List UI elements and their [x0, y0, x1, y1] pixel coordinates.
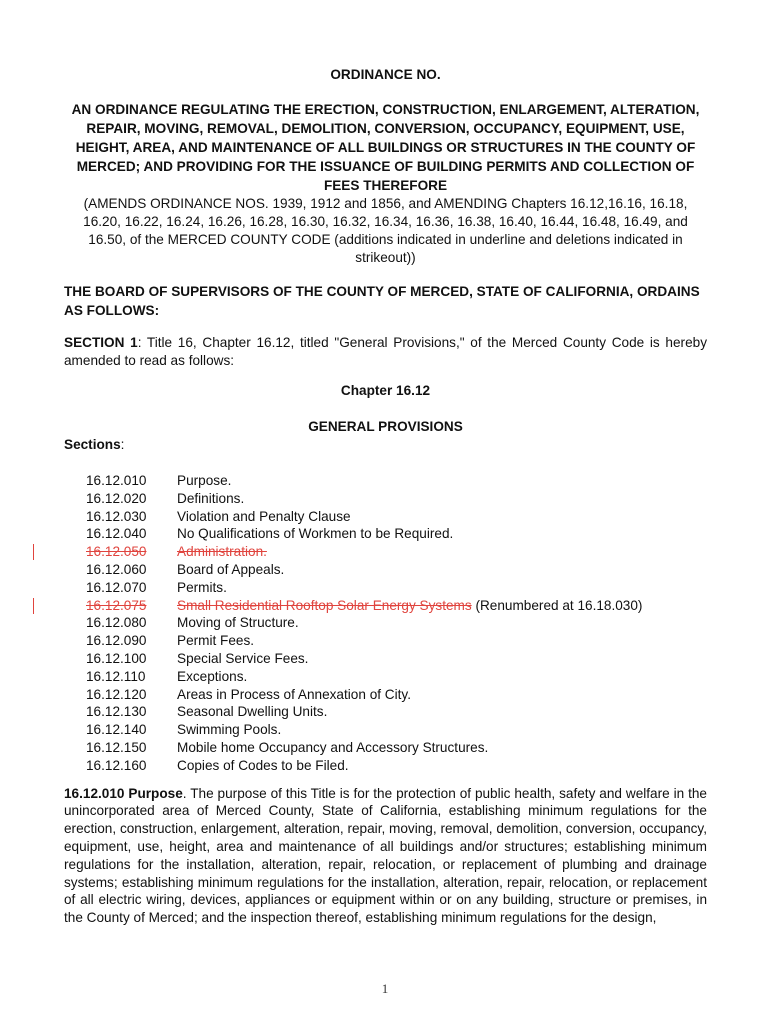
section-1-label: SECTION 1 — [64, 335, 138, 350]
chapter-title: GENERAL PROVISIONS — [308, 419, 463, 434]
ordinance-heading: AN ORDINANCE REGULATING THE ERECTION, CONSTRUCTION, ENLARGEMENT, ALTERATION, REPAIR, MOVING, REMOVAL, DEMOLITION, CONVERSION, OCCUPANCY, EQUIPMENT, USE, HEIGHT, AREA, AND MAINTENANCE OF ALL BUILDINGS OR STRUCTURES IN THE COUNTY OF MERCED; AND PROVIDING FOR THE ISSUANCE OF BUILDING PERMITS AND COLLECTION OF FEES THEREFORE — [71, 102, 700, 193]
toc-row — [64, 703, 707, 721]
sections-list — [64, 472, 707, 775]
revision-change-bar — [33, 598, 34, 614]
toc-title-deleted: Small Residential Rooftop Solar Energy Systems — [177, 597, 472, 613]
toc-number: 16.12.020 — [86, 490, 147, 506]
toc-number: 16.12.100 — [86, 650, 147, 666]
toc-title: Violation and Penalty Clause — [177, 508, 351, 524]
toc-title: Seasonal Dwelling Units. — [177, 704, 328, 720]
toc-number: 16.12.070 — [86, 579, 147, 595]
toc-title-with-note — [177, 597, 642, 615]
toc-number: 16.12.060 — [86, 561, 147, 577]
toc-row — [64, 508, 707, 526]
purpose-text: . The purpose of this Title is for the protection of public health, safety and welfare in the unincorporated area of Merced County, State of California, establishing minimum regulations for the erection, construction, enlargement, alteration, repair, moving, removal, demolition, conversion, occupancy, equipment, use, height, area and maintenance of all buildings and/or structures; establishing minimum regulations for the installation, alteration, repair, relocation, or replacement of plumbing and drainage systems; establishing minimum regulations for the installation, alteration, repair, relocation, or replacement of all electric wiring, devices, appliances or equipment within or on any building, structure or premises, in the County of Merced; and the inspection thereof, establishing minimum regulations for the design, — [64, 785, 707, 926]
toc-row — [64, 632, 707, 650]
toc-title: Exceptions. — [177, 668, 248, 684]
toc-row — [64, 561, 707, 579]
toc-title: Areas in Process of Annexation of City. — [177, 686, 411, 702]
toc-number-deleted: 16.12.075 — [86, 597, 147, 613]
section-1-text: : Title 16, Chapter 16.12, titled "General Provisions," of the Merced County Code is hereby amended to read as follows: — [64, 335, 707, 368]
toc-title: Permits. — [177, 579, 227, 595]
toc-title: Purpose. — [177, 473, 232, 488]
toc-row-deleted — [64, 597, 707, 615]
toc-number: 16.12.030 — [86, 508, 147, 524]
toc-number: 16.12.140 — [86, 722, 147, 738]
toc-title: Moving of Structure. — [177, 615, 299, 631]
toc-number: 16.12.120 — [86, 686, 147, 702]
toc-row — [64, 686, 707, 704]
toc-row — [64, 579, 707, 597]
toc-title: Copies of Codes to be Filed. — [177, 757, 349, 773]
toc-number: 16.12.040 — [86, 526, 147, 542]
ordains-statement: THE BOARD OF SUPERVISORS OF THE COUNTY OF MERCED, STATE OF CALIFORNIA, ORDAINS AS FOLLOWS: — [64, 284, 700, 318]
toc-row — [64, 668, 707, 686]
toc-number: 16.12.160 — [86, 757, 147, 773]
revision-change-bar — [33, 544, 34, 560]
sections-heading — [64, 436, 707, 454]
toc-title-deleted: Administration. — [177, 544, 267, 560]
page-number: 1 — [381, 981, 389, 996]
toc-number: 16.12.080 — [86, 615, 147, 631]
toc-row-deleted — [64, 543, 707, 561]
toc-row — [64, 757, 707, 775]
toc-title: Definitions. — [177, 490, 245, 506]
toc-row — [64, 472, 707, 490]
document-page — [64, 66, 707, 927]
chapter-number: Chapter 16.12 — [340, 383, 431, 398]
purpose-paragraph — [64, 785, 707, 927]
toc-row — [64, 525, 707, 543]
toc-title: Special Service Fees. — [177, 650, 309, 666]
toc-number: 16.12.010 — [86, 473, 147, 488]
toc-row — [64, 739, 707, 757]
toc-row — [64, 650, 707, 668]
toc-number: 16.12.110 — [86, 668, 146, 684]
toc-number-deleted: 16.12.050 — [86, 544, 147, 560]
toc-title: Swimming Pools. — [177, 722, 282, 738]
toc-number: 16.12.150 — [86, 739, 147, 755]
toc-row — [64, 721, 707, 739]
sections-colon: : — [120, 437, 125, 452]
sections-label: Sections — [64, 437, 121, 452]
renumbered-note: (Renumbered at 16.18.030) — [471, 597, 643, 613]
toc-row — [64, 614, 707, 632]
toc-title: Mobile home Occupancy and Accessory Structures. — [177, 739, 489, 755]
toc-number: 16.12.090 — [86, 633, 147, 649]
toc-title: No Qualifications of Workmen to be Required. — [177, 526, 454, 542]
toc-title: Permit Fees. — [177, 633, 255, 649]
ordinance-title: ORDINANCE NO. — [330, 67, 441, 82]
toc-title: Board of Appeals. — [177, 561, 285, 577]
section-1-paragraph — [64, 334, 707, 370]
toc-row — [64, 490, 707, 508]
amends-paragraph: (AMENDS ORDINANCE NOS. 1939, 1912 and 1856, and AMENDING Chapters 16.12,16.16, 16.18, 16.20, 16.22, 16.24, 16.26, 16.28, 16.30, 16.32, 16.34, 16.36, 16.38, 16.40, 16.44, 16.48, 16.49, and 16.50, of the MERCED COUNTY CODE (additions indicated in underline and deletions indicated in strikeout)) — [83, 196, 688, 265]
purpose-label: 16.12.010 Purpose — [64, 785, 183, 801]
toc-number: 16.12.130 — [86, 704, 147, 720]
